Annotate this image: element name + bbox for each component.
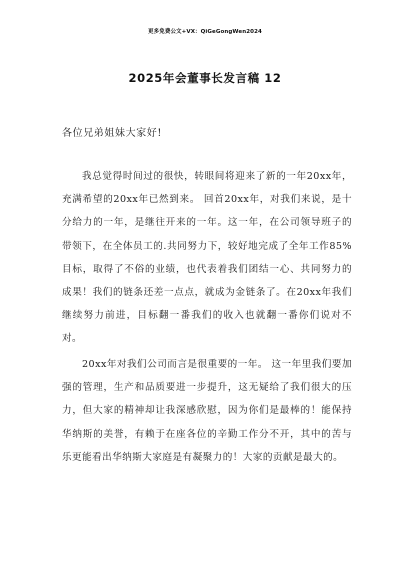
- body-paragraph-1: 我总觉得时间过的很快，转眼间将迎来了新的一年20xx年，充满希望的20xx年已然到来。 回首20xx年，对我们来说，是十分给力的一年，是继往开来的一年。这一年，在公司领导班子的带领下，在全体员工的.共同努力下，较好地完成了全年工作85%目标，取得了不俗的业绩，也代表着我们团结一心、共同努力的成果！我们的链条还差一点点，就成为金链条了。在20xx年我们继续努力前进，目标翻一番我们的收入也就翻一番你们说对不对。: [62, 171, 352, 345]
- header-note: 更多免费公文+VX：QiGeGongWen2024: [148, 29, 262, 35]
- document-title: 2025年会董事长发言稿 12: [128, 71, 282, 85]
- body-paragraph-2: 20xx年对我们公司而言是很重要的一年。 这一年里我们要加强的管理，生产和品质要进一步提升，这无疑给了我们很大的压力，但大家的精神却让我深感欣慰，因为你们是最棒的！能保持华纳斯的美誉，有赖于在座各位的辛勤工作分不开，其中的苦与乐更能看出华纳斯大家庭是有凝聚力的！大家的贡献是最大的。: [62, 359, 352, 463]
- greeting: 各位兄弟姐妹大家好!: [62, 128, 163, 139]
